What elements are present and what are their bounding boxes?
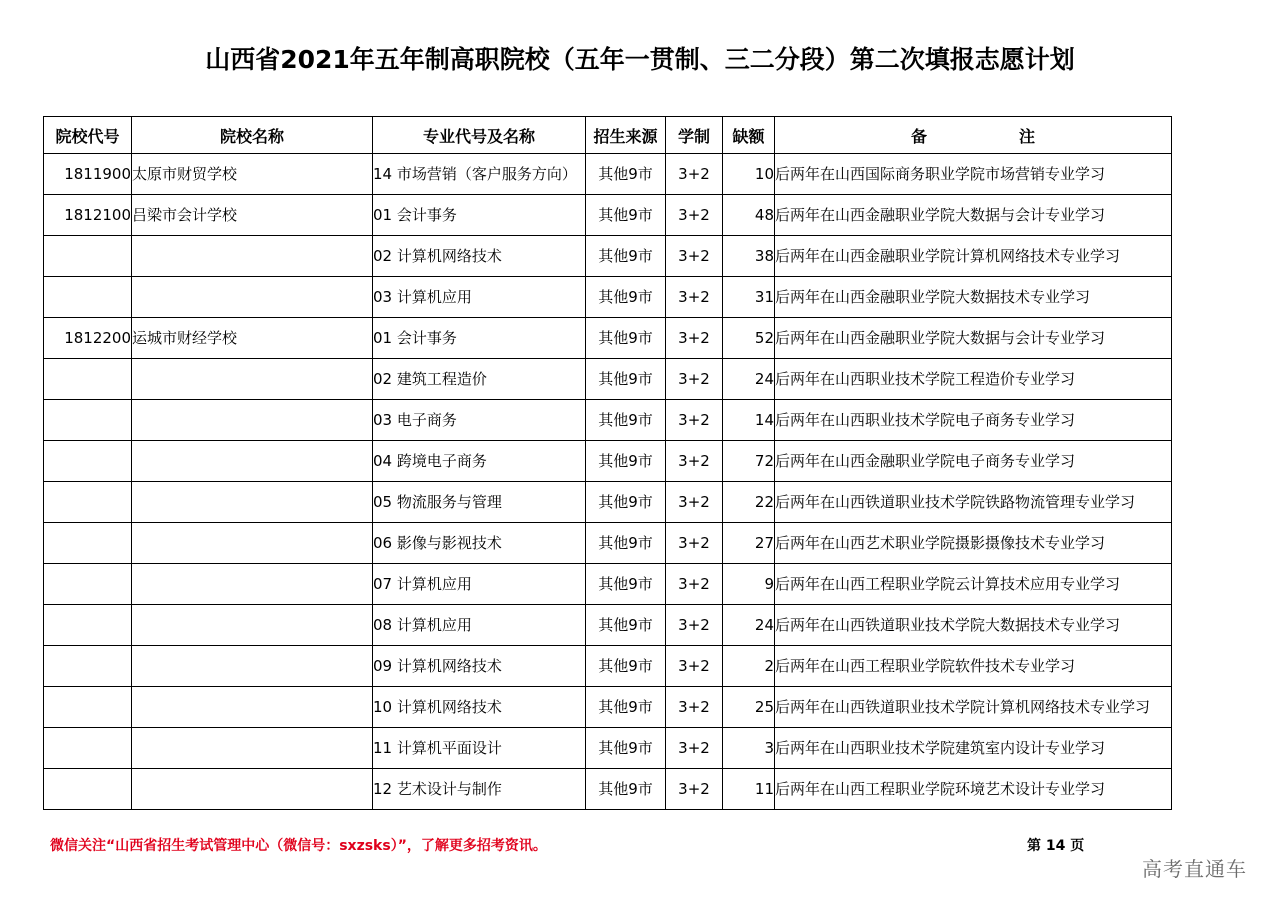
- table-row: [44, 359, 1172, 400]
- years-cell: 3+2: [666, 359, 723, 400]
- table-row: [44, 564, 1172, 605]
- header-major: 专业代号及名称: [373, 117, 586, 154]
- school-code-cell: [44, 687, 132, 728]
- major-cell: 02 建筑工程造价: [373, 359, 586, 400]
- school-code-cell: [44, 400, 132, 441]
- years-cell: 3+2: [666, 236, 723, 277]
- major-cell: 04 跨境电子商务: [373, 441, 586, 482]
- quota-cell: 38: [723, 236, 775, 277]
- school-name-cell: [132, 728, 373, 769]
- source-cell: 其他9市: [586, 154, 666, 195]
- quota-cell: 14: [723, 400, 775, 441]
- school-code-cell: [44, 769, 132, 810]
- remark-cell: 后两年在山西国际商务职业学院市场营销专业学习: [775, 154, 1172, 195]
- school-code-cell: [44, 605, 132, 646]
- years-cell: 3+2: [666, 154, 723, 195]
- years-cell: 3+2: [666, 564, 723, 605]
- header-school-name: 院校名称: [132, 117, 373, 154]
- remark-cell: 后两年在山西铁道职业技术学院铁路物流管理专业学习: [775, 482, 1172, 523]
- page-number: 第 14 页: [1027, 838, 1085, 854]
- school-name-cell: [132, 523, 373, 564]
- source-cell: 其他9市: [586, 769, 666, 810]
- school-code-cell: 1811900: [44, 154, 132, 195]
- school-code-cell: [44, 646, 132, 687]
- source-cell: 其他9市: [586, 318, 666, 359]
- enrollment-plan-table: [43, 116, 1172, 810]
- school-name-cell: 运城市财经学校: [132, 318, 373, 359]
- source-cell: 其他9市: [586, 605, 666, 646]
- table-body: [44, 154, 1172, 810]
- school-name-cell: [132, 769, 373, 810]
- school-code-cell: [44, 236, 132, 277]
- major-cell: 11 计算机平面设计: [373, 728, 586, 769]
- school-name-cell: 太原市财贸学校: [132, 154, 373, 195]
- table-row: [44, 195, 1172, 236]
- school-code-cell: [44, 523, 132, 564]
- major-cell: 01 会计事务: [373, 318, 586, 359]
- years-cell: 3+2: [666, 728, 723, 769]
- source-cell: 其他9市: [586, 564, 666, 605]
- school-name-cell: 吕梁市会计学校: [132, 195, 373, 236]
- page-title: 山西省2021年五年制高职院校（五年一贯制、三二分段）第二次填报志愿计划: [205, 45, 1075, 74]
- school-name-cell: [132, 646, 373, 687]
- remark-cell: 后两年在山西金融职业学院电子商务专业学习: [775, 441, 1172, 482]
- remark-cell: 后两年在山西工程职业学院云计算技术应用专业学习: [775, 564, 1172, 605]
- school-name-cell: [132, 605, 373, 646]
- school-name-cell: [132, 441, 373, 482]
- table-row: [44, 441, 1172, 482]
- source-cell: 其他9市: [586, 359, 666, 400]
- school-code-cell: [44, 441, 132, 482]
- table-row: [44, 728, 1172, 769]
- source-cell: 其他9市: [586, 646, 666, 687]
- source-cell: 其他9市: [586, 687, 666, 728]
- remark-cell: 后两年在山西职业技术学院工程造价专业学习: [775, 359, 1172, 400]
- table-header-row: [44, 117, 1172, 154]
- school-name-cell: [132, 277, 373, 318]
- quota-cell: 24: [723, 605, 775, 646]
- major-cell: 14 市场营销（客户服务方向）: [373, 154, 586, 195]
- remark-cell: 后两年在山西工程职业学院软件技术专业学习: [775, 646, 1172, 687]
- school-name-cell: [132, 564, 373, 605]
- quota-cell: 31: [723, 277, 775, 318]
- major-cell: 01 会计事务: [373, 195, 586, 236]
- years-cell: 3+2: [666, 195, 723, 236]
- major-cell: 10 计算机网络技术: [373, 687, 586, 728]
- quota-cell: 27: [723, 523, 775, 564]
- years-cell: 3+2: [666, 441, 723, 482]
- years-cell: 3+2: [666, 646, 723, 687]
- header-years: 学制: [666, 117, 723, 154]
- years-cell: 3+2: [666, 277, 723, 318]
- years-cell: 3+2: [666, 318, 723, 359]
- source-cell: 其他9市: [586, 728, 666, 769]
- watermark-text: 高考直通车: [1142, 857, 1247, 881]
- years-cell: 3+2: [666, 523, 723, 564]
- header-remark-a: 备: [910, 126, 927, 146]
- major-cell: 09 计算机网络技术: [373, 646, 586, 687]
- quota-cell: 22: [723, 482, 775, 523]
- table-row: [44, 236, 1172, 277]
- table-row: [44, 605, 1172, 646]
- school-code-cell: [44, 359, 132, 400]
- remark-cell: 后两年在山西工程职业学院环境艺术设计专业学习: [775, 769, 1172, 810]
- remark-cell: 后两年在山西金融职业学院计算机网络技术专业学习: [775, 236, 1172, 277]
- source-cell: 其他9市: [586, 441, 666, 482]
- quota-cell: 10: [723, 154, 775, 195]
- quota-cell: 9: [723, 564, 775, 605]
- remark-cell: 后两年在山西铁道职业技术学院大数据技术专业学习: [775, 605, 1172, 646]
- source-cell: 其他9市: [586, 277, 666, 318]
- source-cell: 其他9市: [586, 400, 666, 441]
- years-cell: 3+2: [666, 769, 723, 810]
- years-cell: 3+2: [666, 482, 723, 523]
- school-name-cell: [132, 236, 373, 277]
- table-row: [44, 154, 1172, 195]
- remark-cell: 后两年在山西金融职业学院大数据与会计专业学习: [775, 318, 1172, 359]
- table-row: [44, 482, 1172, 523]
- school-code-cell: [44, 564, 132, 605]
- major-cell: 07 计算机应用: [373, 564, 586, 605]
- header-remark-b: 注: [1019, 126, 1036, 146]
- header-school-code: 院校代号: [44, 117, 132, 154]
- school-code-cell: 1812200: [44, 318, 132, 359]
- major-cell: 02 计算机网络技术: [373, 236, 586, 277]
- major-cell: 08 计算机应用: [373, 605, 586, 646]
- major-cell: 03 计算机应用: [373, 277, 586, 318]
- school-code-cell: [44, 482, 132, 523]
- major-cell: 06 影像与影视技术: [373, 523, 586, 564]
- quota-cell: 25: [723, 687, 775, 728]
- table-row: [44, 400, 1172, 441]
- remark-cell: 后两年在山西职业技术学院建筑室内设计专业学习: [775, 728, 1172, 769]
- major-cell: 12 艺术设计与制作: [373, 769, 586, 810]
- school-name-cell: [132, 359, 373, 400]
- header-quota: 缺额: [723, 117, 775, 154]
- school-code-cell: [44, 728, 132, 769]
- table-row: [44, 687, 1172, 728]
- remark-cell: 后两年在山西金融职业学院大数据与会计专业学习: [775, 195, 1172, 236]
- remark-cell: 后两年在山西铁道职业技术学院计算机网络技术专业学习: [775, 687, 1172, 728]
- quota-cell: 3: [723, 728, 775, 769]
- wechat-notice: 微信关注“山西省招生考试管理中心（微信号：sxzsks）”，了解更多招考资讯。: [50, 838, 547, 854]
- quota-cell: 52: [723, 318, 775, 359]
- remark-cell: 后两年在山西金融职业学院大数据技术专业学习: [775, 277, 1172, 318]
- remark-cell: 后两年在山西职业技术学院电子商务专业学习: [775, 400, 1172, 441]
- quota-cell: 2: [723, 646, 775, 687]
- table-row: [44, 646, 1172, 687]
- source-cell: 其他9市: [586, 523, 666, 564]
- header-remark: [775, 117, 1172, 154]
- years-cell: 3+2: [666, 687, 723, 728]
- major-cell: 05 物流服务与管理: [373, 482, 586, 523]
- source-cell: 其他9市: [586, 482, 666, 523]
- table-row: [44, 277, 1172, 318]
- quota-cell: 72: [723, 441, 775, 482]
- table-row: [44, 318, 1172, 359]
- years-cell: 3+2: [666, 400, 723, 441]
- header-source: 招生来源: [586, 117, 666, 154]
- school-name-cell: [132, 400, 373, 441]
- school-code-cell: 1812100: [44, 195, 132, 236]
- quota-cell: 24: [723, 359, 775, 400]
- table-row: [44, 523, 1172, 564]
- school-code-cell: [44, 277, 132, 318]
- school-name-cell: [132, 482, 373, 523]
- school-name-cell: [132, 687, 373, 728]
- remark-cell: 后两年在山西艺术职业学院摄影摄像技术专业学习: [775, 523, 1172, 564]
- source-cell: 其他9市: [586, 236, 666, 277]
- years-cell: 3+2: [666, 605, 723, 646]
- major-cell: 03 电子商务: [373, 400, 586, 441]
- quota-cell: 48: [723, 195, 775, 236]
- table-row: [44, 769, 1172, 810]
- quota-cell: 11: [723, 769, 775, 810]
- source-cell: 其他9市: [586, 195, 666, 236]
